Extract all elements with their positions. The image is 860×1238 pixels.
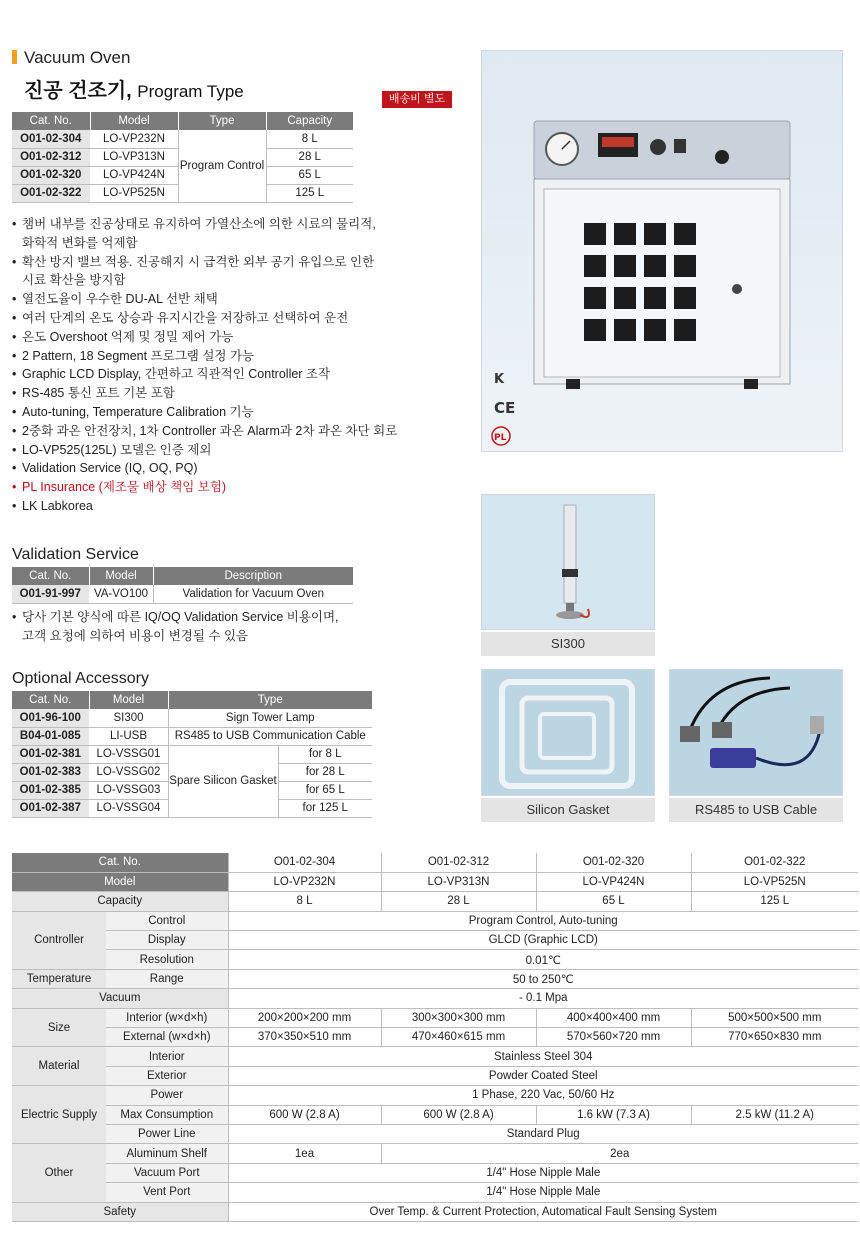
spec-exterior-dim-label: External (w×d×h) — [106, 1028, 228, 1047]
list-item: • 여러 단계의 온도 상승과 유지시간을 저장하고 선택하여 운전 — [12, 309, 412, 328]
oven-photo — [481, 50, 843, 452]
table-row — [12, 745, 372, 763]
cat-no: B04-01-085 — [12, 727, 89, 745]
cat-no: O01-02-320 — [12, 166, 90, 184]
table-row — [12, 1163, 858, 1182]
header-cat-no: Cat. No. — [12, 112, 90, 130]
header-cat-no: Cat. No. — [12, 567, 89, 585]
table-row — [12, 892, 858, 911]
spec-shelf: 1ea — [228, 1144, 381, 1163]
spec-model: LO-VP424N — [536, 872, 691, 891]
header-description: Description — [153, 567, 353, 585]
cable-photo — [669, 669, 843, 796]
list-item: • 2중화 과온 안전장치, 1차 Controller 과온 Alarm과 2차 과온 차단 회로 — [12, 422, 412, 441]
table-row — [12, 1028, 858, 1047]
spec-exterior-dim: 770×650×830 mm — [691, 1028, 858, 1047]
svg-text:CE: CE — [494, 399, 516, 417]
spec-cat: O01-02-304 — [228, 853, 381, 872]
table-row — [12, 1124, 858, 1143]
list-item: • 2 Pattern, 18 Segment 프로그램 설정 가능 — [12, 347, 412, 366]
cat-no: O01-02-304 — [12, 130, 90, 148]
capacity: 65 L — [266, 166, 353, 184]
spec-exterior-dim: 470×460×615 mm — [381, 1028, 536, 1047]
capacity: 8 L — [266, 130, 353, 148]
spec-model: LO-VP313N — [381, 872, 536, 891]
capacity: 125 L — [266, 184, 353, 202]
feature-list — [12, 215, 412, 516]
list-item: • 열전도율이 우수한 DU-AL 선반 채택 — [12, 290, 412, 309]
usb-cable-icon — [670, 670, 842, 795]
svg-text:K: K — [494, 372, 505, 387]
spec-exterior-dim: 370×350×510 mm — [228, 1028, 381, 1047]
list-item: • RS-485 통신 포트 기본 포함 — [12, 384, 412, 403]
model: LO-VP525N — [90, 184, 178, 202]
title-korean-text: 진공 건조기, — [24, 80, 132, 102]
spec-vacuum-label: Vacuum — [12, 989, 228, 1008]
spec-capacity: 65 L — [536, 892, 691, 911]
model: LO-VSSG01 — [89, 745, 168, 763]
model: LO-VSSG04 — [89, 799, 168, 817]
header-cat-no: Cat. No. — [12, 691, 89, 709]
svg-text:PL: PL — [494, 433, 507, 443]
cat-no: O01-02-312 — [12, 148, 90, 166]
cat-no: O01-02-322 — [12, 184, 90, 202]
table-row — [12, 872, 858, 891]
table-row — [12, 585, 353, 603]
model: LO-VP313N — [90, 148, 178, 166]
spec-capacity: 125 L — [691, 892, 858, 911]
spec-power-line-label: Power Line — [106, 1124, 228, 1143]
spec-vent-port-label: Vent Port — [106, 1183, 228, 1202]
gasket-type: Spare Silicon Gasket — [168, 745, 278, 817]
validation-title: Validation Service — [12, 546, 139, 563]
model: LO-VSSG03 — [89, 781, 168, 799]
spec-display-label: Display — [106, 931, 228, 950]
header-type: Type — [168, 691, 372, 709]
capacity: 28 L — [266, 148, 353, 166]
spec-interior-material: Stainless Steel 304 — [228, 1047, 858, 1066]
spec-cat: O01-02-322 — [691, 853, 858, 872]
type: RS485 to USB Communication Cable — [168, 727, 372, 745]
table-row — [12, 1183, 858, 1202]
spec-interior-dim: 200×200×200 mm — [228, 1008, 381, 1027]
table-row — [12, 853, 858, 872]
spec-vacuum-port-label: Vacuum Port — [106, 1163, 228, 1182]
spec-max: 600 W (2.8 A) — [228, 1105, 381, 1124]
gasket-size: for 125 L — [278, 799, 372, 817]
model: SI300 — [89, 709, 168, 727]
table-row — [12, 1047, 858, 1066]
table-row — [12, 950, 858, 969]
list-item: 화학적 변화를 억제함 — [22, 235, 138, 250]
model: LO-VP424N — [90, 166, 178, 184]
spec-model: LO-VP232N — [228, 872, 381, 891]
spec-power-label: Power — [106, 1086, 228, 1105]
table-row — [12, 1086, 858, 1105]
table-row — [12, 1144, 858, 1163]
spec-electric-label: Electric Supply — [12, 1086, 106, 1144]
header-type: Type — [178, 112, 266, 130]
table-row — [12, 911, 858, 930]
shipping-badge: 배송비 별도 — [382, 91, 452, 108]
spec-resolution-label: Resolution — [106, 950, 228, 969]
header-capacity: Capacity — [266, 112, 353, 130]
title-accent-bar — [12, 50, 17, 64]
table-row — [12, 969, 858, 988]
spec-interior-dim: 500×500×500 mm — [691, 1008, 858, 1027]
cat-no: O01-02-383 — [12, 763, 89, 781]
spec-vacuum: - 0.1 Mpa — [228, 989, 858, 1008]
spec-temperature-label: Temperature — [12, 969, 106, 988]
gasket-caption: Silicon Gasket — [481, 798, 655, 822]
validation-table — [12, 567, 353, 604]
title-english: Vacuum Oven — [24, 48, 131, 67]
spec-control-label: Control — [106, 911, 228, 930]
signal-tower-icon — [482, 495, 654, 629]
spec-interior-dim: 300×300×300 mm — [381, 1008, 536, 1027]
table-row — [12, 130, 353, 148]
gasket-size: for 8 L — [278, 745, 372, 763]
table-row — [12, 727, 372, 745]
si300-caption: SI300 — [481, 632, 655, 656]
spec-power-line: Standard Plug — [228, 1124, 858, 1143]
list-item: • 온도 Overshoot 억제 및 정밀 제어 가능 — [12, 328, 412, 347]
spec-interior-dim: 400×400×400 mm — [536, 1008, 691, 1027]
spec-max-label: Max Consumption — [106, 1105, 228, 1124]
title-subtitle: Program Type — [137, 82, 244, 101]
spec-control: Program Control, Auto-tuning — [228, 911, 858, 930]
type: Sign Tower Lamp — [168, 709, 372, 727]
spec-vent-port: 1/4" Hose Nipple Male — [228, 1183, 858, 1202]
spec-safety-label: Safety — [12, 1202, 228, 1221]
table-row — [12, 709, 372, 727]
spec-cat: O01-02-320 — [536, 853, 691, 872]
spec-cat-label: Cat. No. — [12, 853, 228, 872]
list-item: • 확산 방지 밸브 적용. 진공해지 시 급격한 외부 공기 유입으로 인한 — [12, 253, 412, 272]
spec-range-label: Range — [106, 969, 228, 988]
list-item: • Graphic LCD Display, 간편하고 직관적인 Controller 조작 — [12, 365, 412, 384]
table-row — [12, 1066, 858, 1085]
gasket-icon — [482, 670, 654, 795]
spec-capacity: 8 L — [228, 892, 381, 911]
gasket-size: for 65 L — [278, 781, 372, 799]
list-item: • LK Labkorea — [12, 497, 412, 516]
spec-power: 1 Phase, 220 Vac, 50/60 Hz — [228, 1086, 858, 1105]
model: LO-VP232N — [90, 130, 178, 148]
spec-other-label: Other — [12, 1144, 106, 1202]
list-item: • Validation Service (IQ, OQ, PQ) — [12, 459, 412, 478]
spec-capacity-label: Capacity — [12, 892, 228, 911]
table-row — [12, 1202, 858, 1221]
spec-model-label: Model — [12, 872, 228, 891]
cat-no: O01-02-381 — [12, 745, 89, 763]
table-row — [12, 989, 858, 1008]
spec-max: 2.5 kW (11.2 A) — [691, 1105, 858, 1124]
list-item: • Auto-tuning, Temperature Calibration 기능 — [12, 403, 412, 422]
spec-safety: Over Temp. & Current Protection, Automatical Fault Sensing System — [228, 1202, 858, 1221]
gasket-photo — [481, 669, 655, 796]
spec-range: 50 to 250℃ — [228, 969, 858, 988]
model: VA-VO100 — [89, 585, 153, 603]
model: LO-VSSG02 — [89, 763, 168, 781]
spec-capacity: 28 L — [381, 892, 536, 911]
cat-no: O01-02-387 — [12, 799, 89, 817]
list-item: • LO-VP525(125L) 모델은 인증 제외 — [12, 441, 412, 460]
spec-shelf: 2ea — [381, 1144, 858, 1163]
spec-max: 1.6 kW (7.3 A) — [536, 1105, 691, 1124]
spec-display: GLCD (Graphic LCD) — [228, 931, 858, 950]
cat-no: O01-96-100 — [12, 709, 89, 727]
list-item: • 당사 기본 양식에 따른 IQ/OQ Validation Service 비용이며, — [12, 608, 412, 627]
cable-caption: RS485 to USB Cable — [669, 798, 843, 822]
gasket-size: for 28 L — [278, 763, 372, 781]
list-item: • PL Insurance (제조물 배상 책임 보험) — [12, 478, 412, 497]
header-model: Model — [89, 567, 153, 585]
list-item: 시료 확산을 방지함 — [22, 273, 126, 288]
header-model: Model — [89, 691, 168, 709]
spec-max: 600 W (2.8 A) — [381, 1105, 536, 1124]
title-korean — [24, 74, 244, 103]
spec-table — [12, 853, 858, 1222]
spec-interior-dim-label: Interior (w×d×h) — [106, 1008, 228, 1027]
spec-material-label: Material — [12, 1047, 106, 1086]
spec-exterior-material: Powder Coated Steel — [228, 1066, 858, 1085]
spec-controller-label: Controller — [12, 911, 106, 969]
vacuum-oven-icon — [482, 51, 842, 451]
type-cell: Program Control — [178, 130, 266, 202]
cat-no: O01-02-385 — [12, 781, 89, 799]
table-row — [12, 1008, 858, 1027]
table-row — [12, 1105, 858, 1124]
validation-notes — [12, 608, 412, 646]
list-item: • 챔버 내부를 진공상태로 유지하여 가열산소에 의한 시료의 물리적, — [12, 215, 412, 234]
spec-vacuum-port: 1/4" Hose Nipple Male — [228, 1163, 858, 1182]
spec-size-label: Size — [12, 1008, 106, 1047]
spec-model: LO-VP525N — [691, 872, 858, 891]
table-row — [12, 931, 858, 950]
spec-cat: O01-02-312 — [381, 853, 536, 872]
model: LI-USB — [89, 727, 168, 745]
product-table — [12, 112, 353, 203]
spec-shelf-label: Aluminum Shelf — [106, 1144, 228, 1163]
spec-exterior-label: Exterior — [106, 1066, 228, 1085]
spec-resolution: 0.01℃ — [228, 950, 858, 969]
header-model: Model — [90, 112, 178, 130]
description: Validation for Vacuum Oven — [153, 585, 353, 603]
spec-exterior-dim: 570×560×720 mm — [536, 1028, 691, 1047]
si300-photo — [481, 494, 655, 630]
accessory-title: Optional Accessory — [12, 670, 149, 687]
spec-interior-label: Interior — [106, 1047, 228, 1066]
accessory-table — [12, 691, 372, 818]
cat-no: O01-91-997 — [12, 585, 89, 603]
list-item: 고객 요청에 의하여 비용이 변경될 수 있음 — [22, 628, 249, 643]
